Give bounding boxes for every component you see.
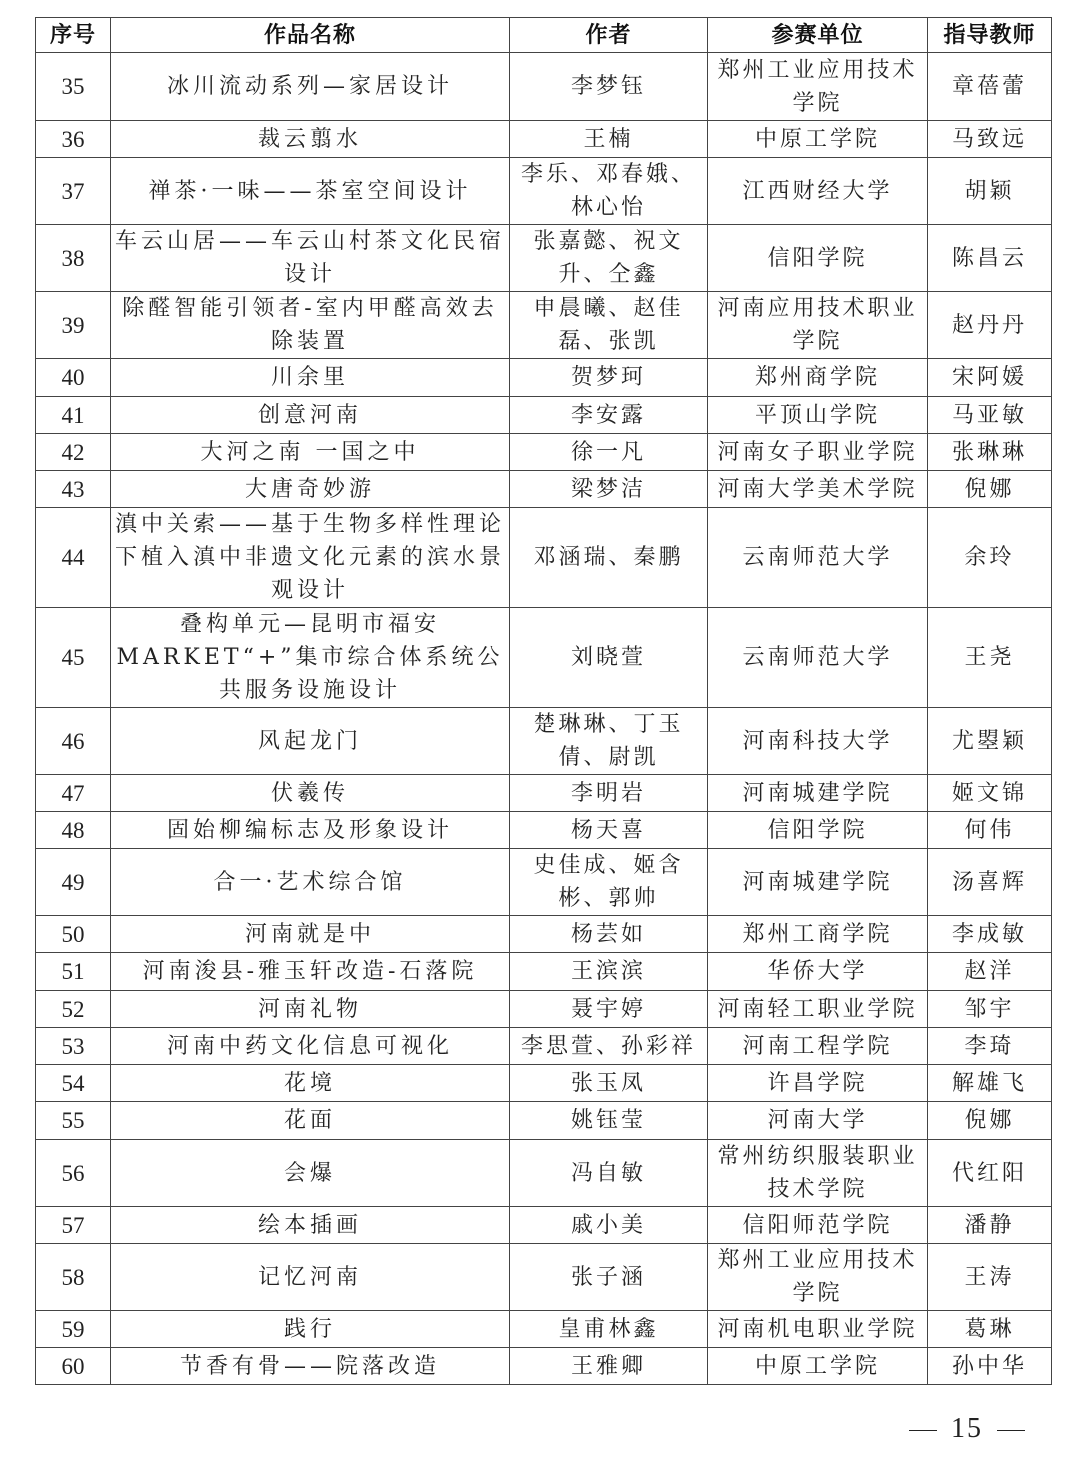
row-number-cell: 55 (36, 1102, 111, 1140)
header-author: 作者 (510, 18, 708, 53)
row-number-cell: 53 (36, 1028, 111, 1065)
unit-cell: 许昌学院 (708, 1065, 928, 1102)
row-number-cell: 48 (36, 812, 111, 849)
unit-cell: 中原工学院 (708, 1348, 928, 1385)
author-cell: 冯自敏 (510, 1140, 708, 1207)
unit-cell: 郑州工业应用技术学院 (708, 53, 928, 121)
awards-table (35, 17, 1052, 1385)
row-number-cell: 39 (36, 292, 111, 359)
author-cell: 贺梦珂 (510, 359, 708, 397)
work-title-cell: 节香有骨——院落改造 (111, 1348, 510, 1385)
table-row (36, 991, 1052, 1028)
row-number-cell: 47 (36, 775, 111, 812)
row-number-cell: 58 (36, 1244, 111, 1311)
author-cell: 李乐、邓春娥、林心怡 (510, 158, 708, 225)
unit-cell: 河南轻工职业学院 (708, 991, 928, 1028)
work-title-cell: 除醛智能引领者-室内甲醛高效去除装置 (111, 292, 510, 359)
table-row (36, 812, 1052, 849)
header-teacher: 指导教师 (928, 18, 1052, 53)
work-title-cell: 大河之南 一国之中 (111, 434, 510, 471)
row-number-cell: 37 (36, 158, 111, 225)
work-title-cell: 花境 (111, 1065, 510, 1102)
row-number-cell: 56 (36, 1140, 111, 1207)
unit-cell: 信阳学院 (708, 225, 928, 292)
teacher-cell: 邹宇 (928, 991, 1052, 1028)
row-number-cell: 50 (36, 916, 111, 953)
header-number: 序号 (36, 18, 111, 53)
row-number-cell: 59 (36, 1311, 111, 1348)
teacher-cell: 倪娜 (928, 471, 1052, 508)
work-title-cell: 绘本插画 (111, 1207, 510, 1244)
table-row (36, 608, 1052, 708)
row-number-cell: 60 (36, 1348, 111, 1385)
teacher-cell: 潘静 (928, 1207, 1052, 1244)
author-cell: 申晨曦、赵佳磊、张凯 (510, 292, 708, 359)
header-unit: 参赛单位 (708, 18, 928, 53)
table-row (36, 1102, 1052, 1140)
teacher-cell: 赵洋 (928, 953, 1052, 991)
teacher-cell: 何伟 (928, 812, 1052, 849)
unit-cell: 信阳学院 (708, 812, 928, 849)
table-row (36, 471, 1052, 508)
table-row (36, 1348, 1052, 1385)
teacher-cell: 马亚敏 (928, 397, 1052, 434)
author-cell: 戚小美 (510, 1207, 708, 1244)
table-row (36, 1311, 1052, 1348)
table-row (36, 508, 1052, 608)
unit-cell: 平顶山学院 (708, 397, 928, 434)
work-title-cell: 河南中药文化信息可视化 (111, 1028, 510, 1065)
unit-cell: 信阳师范学院 (708, 1207, 928, 1244)
row-number-cell: 46 (36, 708, 111, 775)
author-cell: 徐一凡 (510, 434, 708, 471)
work-title-cell: 会爆 (111, 1140, 510, 1207)
work-title-cell: 河南浚县-雅玉轩改造-石落院 (111, 953, 510, 991)
table-row (36, 708, 1052, 775)
author-cell: 史佳成、姬含彬、郭帅 (510, 849, 708, 916)
unit-cell: 河南科技大学 (708, 708, 928, 775)
page-number-value: 15 (951, 1413, 983, 1444)
author-cell: 梁梦洁 (510, 471, 708, 508)
teacher-cell: 代红阳 (928, 1140, 1052, 1207)
author-cell: 王楠 (510, 121, 708, 158)
author-cell: 刘晓萱 (510, 608, 708, 708)
table-body (36, 53, 1052, 1385)
work-title-cell: 裁云翦水 (111, 121, 510, 158)
table-row (36, 397, 1052, 434)
work-title-cell: 河南礼物 (111, 991, 510, 1028)
table-row (36, 953, 1052, 991)
row-number-cell: 43 (36, 471, 111, 508)
table-row (36, 292, 1052, 359)
table-row (36, 434, 1052, 471)
row-number-cell: 44 (36, 508, 111, 608)
teacher-cell: 余玲 (928, 508, 1052, 608)
unit-cell: 河南工程学院 (708, 1028, 928, 1065)
table-row (36, 1140, 1052, 1207)
work-title-cell: 川余里 (111, 359, 510, 397)
teacher-cell: 胡颖 (928, 158, 1052, 225)
row-number-cell: 38 (36, 225, 111, 292)
author-cell: 王雅卿 (510, 1348, 708, 1385)
dash-left (909, 1430, 937, 1431)
unit-cell: 河南应用技术职业学院 (708, 292, 928, 359)
teacher-cell: 李成敏 (928, 916, 1052, 953)
unit-cell: 郑州工业应用技术学院 (708, 1244, 928, 1311)
unit-cell: 河南城建学院 (708, 849, 928, 916)
author-cell: 杨芸如 (510, 916, 708, 953)
table-row (36, 1207, 1052, 1244)
teacher-cell: 王涛 (928, 1244, 1052, 1311)
author-cell: 皇甫林鑫 (510, 1311, 708, 1348)
work-title-cell: 花面 (111, 1102, 510, 1140)
unit-cell: 中原工学院 (708, 121, 928, 158)
author-cell: 杨天喜 (510, 812, 708, 849)
teacher-cell: 尤曌颖 (928, 708, 1052, 775)
page-number (895, 1413, 1039, 1445)
row-number-cell: 41 (36, 397, 111, 434)
work-title-cell: 伏羲传 (111, 775, 510, 812)
work-title-cell: 河南就是中 (111, 916, 510, 953)
work-title-cell: 大唐奇妙游 (111, 471, 510, 508)
author-cell: 张嘉懿、祝文升、仝鑫 (510, 225, 708, 292)
unit-cell: 河南机电职业学院 (708, 1311, 928, 1348)
header-work-title: 作品名称 (111, 18, 510, 53)
row-number-cell: 57 (36, 1207, 111, 1244)
author-cell: 王滨滨 (510, 953, 708, 991)
table-row (36, 158, 1052, 225)
author-cell: 聂宇婷 (510, 991, 708, 1028)
unit-cell: 云南师范大学 (708, 608, 928, 708)
author-cell: 邓涵瑞、秦鹏 (510, 508, 708, 608)
teacher-cell: 汤喜辉 (928, 849, 1052, 916)
row-number-cell: 35 (36, 53, 111, 121)
row-number-cell: 54 (36, 1065, 111, 1102)
teacher-cell: 张琳琳 (928, 434, 1052, 471)
unit-cell: 郑州工商学院 (708, 916, 928, 953)
unit-cell: 河南城建学院 (708, 775, 928, 812)
teacher-cell: 孙中华 (928, 1348, 1052, 1385)
teacher-cell: 姬文锦 (928, 775, 1052, 812)
dash-right (997, 1430, 1025, 1431)
table-row (36, 1028, 1052, 1065)
table-row (36, 225, 1052, 292)
work-title-cell: 车云山居——车云山村茶文化民宿设计 (111, 225, 510, 292)
unit-cell: 河南大学美术学院 (708, 471, 928, 508)
table-row (36, 121, 1052, 158)
table-header-row (36, 18, 1052, 53)
row-number-cell: 49 (36, 849, 111, 916)
table-row (36, 849, 1052, 916)
row-number-cell: 42 (36, 434, 111, 471)
author-cell: 李思萱、孙彩祥 (510, 1028, 708, 1065)
author-cell: 张子涵 (510, 1244, 708, 1311)
work-title-cell: 践行 (111, 1311, 510, 1348)
work-title-cell: 风起龙门 (111, 708, 510, 775)
row-number-cell: 51 (36, 953, 111, 991)
unit-cell: 华侨大学 (708, 953, 928, 991)
teacher-cell: 陈昌云 (928, 225, 1052, 292)
work-title-cell: 滇中关索——基于生物多样性理论下植入滇中非遗文化元素的滨水景观设计 (111, 508, 510, 608)
author-cell: 李梦钰 (510, 53, 708, 121)
table-row (36, 916, 1052, 953)
author-cell: 张玉凤 (510, 1065, 708, 1102)
teacher-cell: 葛琳 (928, 1311, 1052, 1348)
author-cell: 楚琳琳、丁玉倩、尉凯 (510, 708, 708, 775)
table-row (36, 775, 1052, 812)
row-number-cell: 45 (36, 608, 111, 708)
unit-cell: 河南大学 (708, 1102, 928, 1140)
work-title-cell: 固始柳编标志及形象设计 (111, 812, 510, 849)
teacher-cell: 宋阿媛 (928, 359, 1052, 397)
teacher-cell: 马致远 (928, 121, 1052, 158)
row-number-cell: 36 (36, 121, 111, 158)
unit-cell: 河南女子职业学院 (708, 434, 928, 471)
work-title-cell: 叠构单元—昆明市福安MARKET“+”集市综合体系统公共服务设施设计 (111, 608, 510, 708)
teacher-cell: 王尧 (928, 608, 1052, 708)
work-title-cell: 冰川流动系列—家居设计 (111, 53, 510, 121)
table-row (36, 53, 1052, 121)
author-cell: 李明岩 (510, 775, 708, 812)
unit-cell: 云南师范大学 (708, 508, 928, 608)
work-title-cell: 禅茶·一味——茶室空间设计 (111, 158, 510, 225)
table-row (36, 359, 1052, 397)
teacher-cell: 章蓓蕾 (928, 53, 1052, 121)
row-number-cell: 40 (36, 359, 111, 397)
teacher-cell: 赵丹丹 (928, 292, 1052, 359)
teacher-cell: 倪娜 (928, 1102, 1052, 1140)
work-title-cell: 记忆河南 (111, 1244, 510, 1311)
table-row (36, 1065, 1052, 1102)
teacher-cell: 李琦 (928, 1028, 1052, 1065)
work-title-cell: 创意河南 (111, 397, 510, 434)
row-number-cell: 52 (36, 991, 111, 1028)
author-cell: 李安露 (510, 397, 708, 434)
unit-cell: 常州纺织服装职业技术学院 (708, 1140, 928, 1207)
work-title-cell: 合一·艺术综合馆 (111, 849, 510, 916)
unit-cell: 江西财经大学 (708, 158, 928, 225)
table-row (36, 1244, 1052, 1311)
author-cell: 姚钰莹 (510, 1102, 708, 1140)
unit-cell: 郑州商学院 (708, 359, 928, 397)
teacher-cell: 解雄飞 (928, 1065, 1052, 1102)
